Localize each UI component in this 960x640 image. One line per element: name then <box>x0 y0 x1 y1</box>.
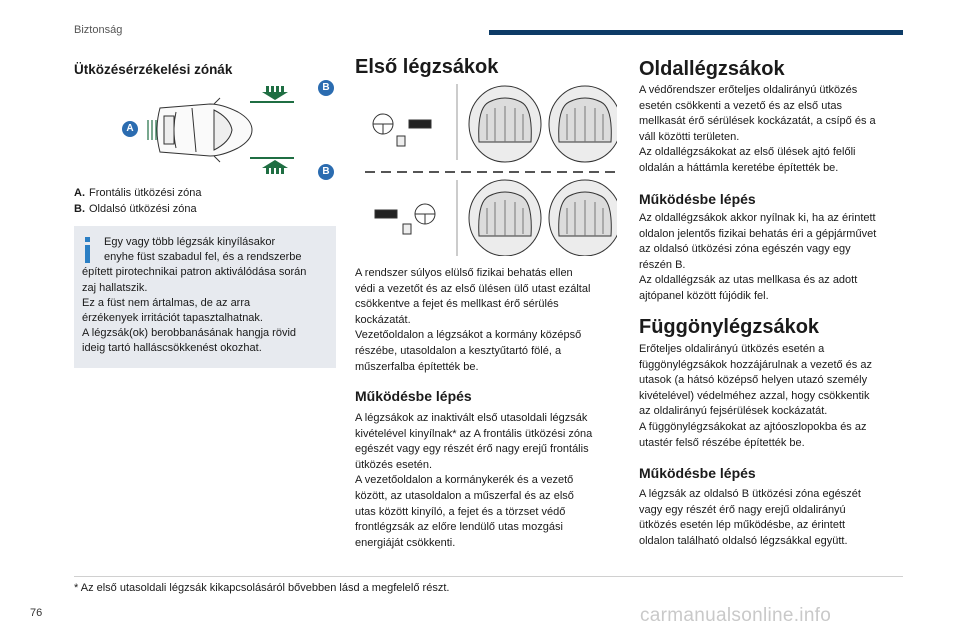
body-line: Az oldallégzsákok akkor nyílnak ki, ha az érintett <box>639 212 876 224</box>
legend-item-b: B. Oldalsó ütközési zóna <box>74 202 197 215</box>
body-line: A rendszer súlyos elülső fizikai behatás ellen <box>355 267 573 279</box>
body-line: A vezetőoldalon a kormánykerék és a vezető <box>355 474 574 487</box>
car-top-view <box>157 98 252 162</box>
side-activation-title: Működésbe lépés <box>639 191 756 207</box>
body-line: védi a vezetőt és az első ülésen ülő utast ezáltal <box>355 282 591 295</box>
info-line: enyhe füst szabadul fel, és a rendszerbe <box>104 251 302 264</box>
body-line: csökkentve a fejet és mellkast érő sérülés <box>355 298 559 311</box>
body-line: A légzsák az oldalsó B ütközési zóna egészét <box>639 488 861 500</box>
body-line: kivételével kinyílnak* az A frontális ütközési zóna <box>355 427 593 440</box>
info-icon <box>82 237 98 263</box>
body-line: oldalán a háttámla keretébe építették be. <box>639 161 839 174</box>
side-airbags-title: Oldallégzsákok <box>639 58 785 80</box>
info-line: ideig tartó halláscsökkenést okozhat. <box>82 342 262 355</box>
curtain-airbags-title: Függönylégzsákok <box>639 316 820 338</box>
body-line: frontlégzsák az előre lendülő utas mozgási <box>355 521 563 534</box>
body-line: részébe, utasoldalon a kesztyűtartó fölé, a <box>355 344 562 357</box>
body-line: között, az utasoldalon a műszerfal és az első <box>355 489 574 502</box>
body-line: A légzsákok az inaktivált első utasoldali légzsák <box>355 412 588 424</box>
body-line: Vezetőoldalon a légzsákot a kormány középső <box>355 329 582 342</box>
front-activation-title: Működésbe lépés <box>355 388 472 404</box>
section-label: Biztonság <box>74 24 123 36</box>
body-line: Az oldallégzsák az utas mellkasa és az adott <box>639 274 858 287</box>
front-airbags-body <box>355 266 621 375</box>
front-activation-body <box>355 411 621 551</box>
curtain-airbags-body <box>639 342 903 451</box>
footnote: * Az első utasoldali légzsák kikapcsolásáról bővebben lásd a megfelelő részt. <box>74 582 450 594</box>
body-line: kivételével) védelméhez azzal, hogy csökkentik <box>639 389 870 402</box>
curtain-activation-title: Működésbe lépés <box>639 465 756 481</box>
body-line: függönylégzsákok hozzájárulnak a vezető és az <box>639 358 872 371</box>
info-line: A légzsák(ok) berobbanásának hangja rövid <box>82 327 297 340</box>
header-accent-bar <box>489 30 903 35</box>
zone-marker-b-bottom: B <box>318 164 334 180</box>
body-line: utastér felső részébe építették be. <box>639 436 805 449</box>
body-line: esetén csökkenti a vezető és az első utas <box>639 99 843 112</box>
body-line: ajtópanel között fújódik fel. <box>639 289 769 302</box>
body-line: ütközés esetén lép működésbe, az érintett <box>639 519 846 532</box>
info-line: érzékenyek irritációt tapasztalhatnak. <box>82 312 263 325</box>
curtain-activation-body <box>639 487 903 549</box>
front-impact-zone <box>148 120 156 140</box>
collision-zones-diagram <box>118 80 294 180</box>
footnote-divider <box>74 576 903 577</box>
body-line: energiáját csökkenti. <box>355 536 456 549</box>
body-line: az oldalsó ütközési zóna egészén vagy egy <box>639 243 851 256</box>
body-line: utas között kinyíló, a fejet és a törzset védő <box>355 505 566 518</box>
body-line: mellkasát érő sérülések kockázatát, a csípő és a <box>639 115 876 128</box>
legend-item-a: A. Frontális ütközési zóna <box>74 187 202 199</box>
body-line: ütközés esetén. <box>355 458 433 471</box>
body-line: váll közötti területen. <box>639 130 740 143</box>
body-line: műszerfalba építették be. <box>355 360 479 373</box>
info-line: épített pirotechnikai patron aktiválódása során <box>82 266 307 279</box>
info-line: Egy vagy több légzsák kinyílásakor <box>104 236 276 248</box>
info-line: Ez a füst nem ártalmas, de az arra <box>82 296 251 309</box>
body-line: oldalon található oldalsó légzsákkal együtt. <box>639 534 848 547</box>
side-impact-arrows-top <box>250 86 294 103</box>
body-line: részén B. <box>639 258 686 271</box>
front-airbags-title: Első légzsákok <box>355 56 499 78</box>
body-line: az oldalirányú fejsérülések kockázatát. <box>639 405 828 418</box>
zone-marker-b-top: B <box>318 80 334 96</box>
body-line: A függönylégzsákokat az ajtóoszlopokba és az <box>639 420 867 433</box>
zone-legend <box>74 186 202 217</box>
body-line: Erőteljes oldalirányú ütközés esetén a <box>639 343 825 355</box>
collision-zones-title: Ütközésérzékelési zónák <box>74 62 233 77</box>
body-line: egészét vagy egy részét érő nagy erejű frontális <box>355 443 589 456</box>
front-airbags-diagram <box>365 84 617 256</box>
side-airbags-body <box>639 83 903 177</box>
body-line: Az oldallégzsákokat az első ülések ajtó felőli <box>639 146 856 159</box>
watermark: carmanualsonline.info <box>640 605 832 626</box>
zone-marker-a: A <box>122 121 138 137</box>
side-impact-arrows-bottom <box>250 157 294 174</box>
page-number: 76 <box>30 607 43 619</box>
body-line: kockázatát. <box>355 313 411 326</box>
side-activation-body <box>639 211 903 305</box>
body-line: vagy egy részét érő nagy erejű oldalirányú <box>639 503 846 516</box>
body-line: A védőrendszer erőteljes oldalirányú ütközés <box>639 84 858 96</box>
info-box <box>74 226 336 368</box>
info-line: zaj hallatszik. <box>82 281 148 294</box>
body-line: oldalon jelentős fizikai behatás éri a gépjárművet <box>639 227 877 240</box>
body-line: utasok (a hátsó középső helyen utazó személy <box>639 374 868 387</box>
